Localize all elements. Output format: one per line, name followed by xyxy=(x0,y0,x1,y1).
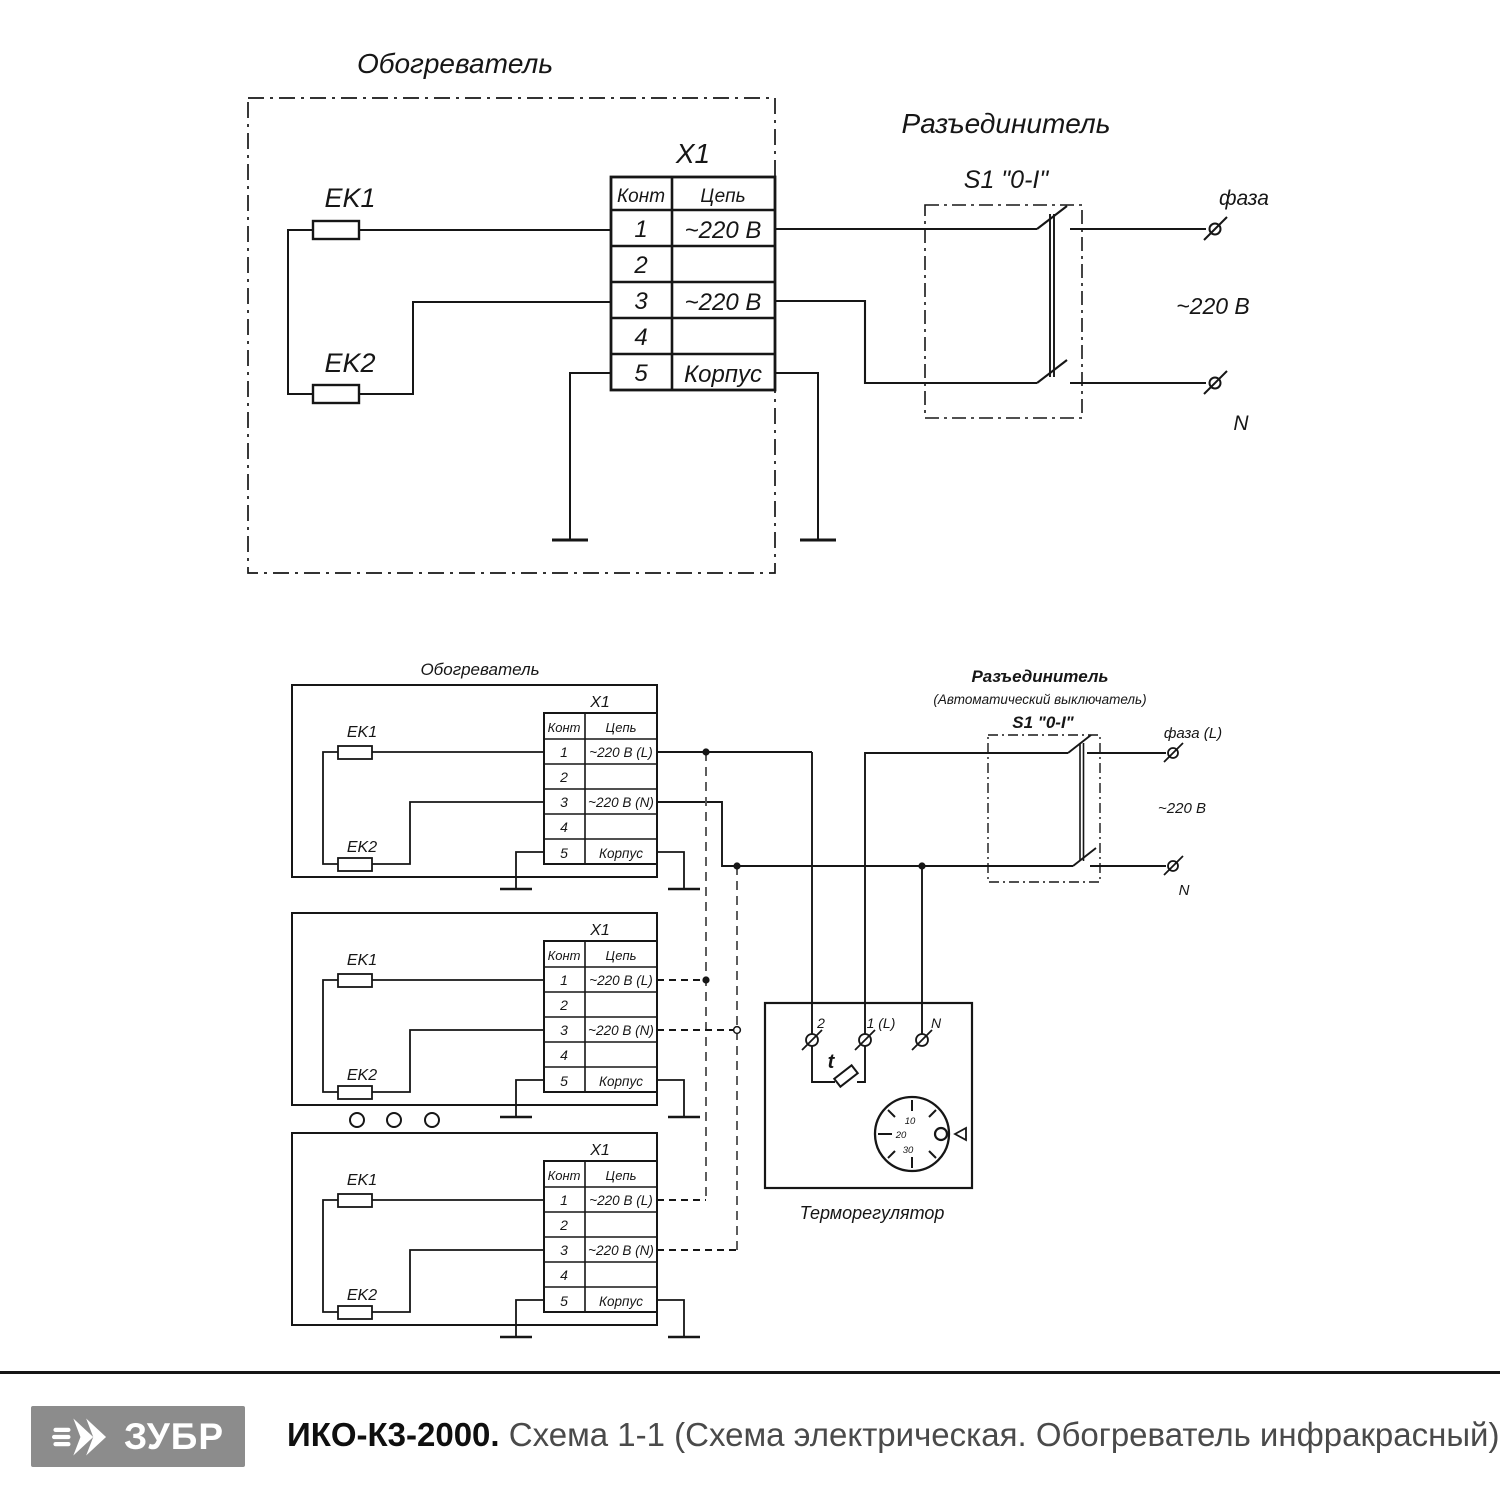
heating-element-2 xyxy=(338,858,372,871)
neutral-terminal xyxy=(1204,371,1227,394)
diagram-single-heater xyxy=(248,48,1269,573)
brand-name: ЗУБР xyxy=(123,1415,225,1457)
svg-text:Цепь: Цепь xyxy=(605,720,637,735)
thermal-contact-label: t xyxy=(827,1051,835,1073)
svg-text:3: 3 xyxy=(560,794,568,810)
heater-title: Обогреватель xyxy=(356,48,554,79)
svg-text:4: 4 xyxy=(560,819,568,835)
pin-4: 4 xyxy=(634,324,648,351)
dial-mark-20: 20 xyxy=(895,1130,907,1141)
phase-terminal xyxy=(1204,217,1227,240)
heating-element-2-label: EK2 xyxy=(346,839,378,856)
disconnector xyxy=(775,108,1269,435)
col-header-circuit: Цепь xyxy=(700,186,746,207)
heater-title-small: Обогреватель xyxy=(420,660,540,679)
thermostat-label: Терморегулятор xyxy=(799,1203,945,1223)
zubr-logo xyxy=(31,1406,245,1467)
disconnector-title: Разъединитель xyxy=(901,108,1111,139)
scheme-description: Схема 1-1 (Схема электрическая. Обогреватель инфракрасный) xyxy=(508,1416,1500,1453)
pin-3: 3 xyxy=(634,288,648,315)
terminal-n-label: N xyxy=(930,1015,942,1031)
neutral-terminal xyxy=(1164,856,1183,875)
pin-5: 5 xyxy=(634,360,648,387)
svg-text:Корпус: Корпус xyxy=(599,846,643,861)
pin-1: 1 xyxy=(634,216,648,243)
terminal-block-x1 xyxy=(544,694,657,864)
terminal-1-label: 1 (L) xyxy=(866,1015,896,1031)
voltage-label: ~220 В xyxy=(1158,800,1206,817)
heater-block-3 xyxy=(292,1133,700,1337)
heating-element-2 xyxy=(313,385,359,403)
junction-open-dot xyxy=(734,1027,741,1034)
switch-symbol xyxy=(1068,735,1166,866)
thermostat xyxy=(765,1003,972,1223)
svg-text:Конт: Конт xyxy=(547,720,581,735)
terminal-block-x1 xyxy=(611,138,775,390)
zubr-logo-icon xyxy=(52,1415,116,1459)
phase-terminal xyxy=(1164,743,1183,762)
circuit-1: ~220 В xyxy=(684,217,762,244)
disconnector-title: Разъединитель xyxy=(971,667,1109,686)
heating-element-2-label: EK2 xyxy=(324,348,376,378)
svg-text:1: 1 xyxy=(560,744,568,760)
disconnector-small xyxy=(933,667,1222,899)
svg-text:5: 5 xyxy=(560,845,568,861)
continuation-dots xyxy=(350,1113,439,1127)
disconnector-border xyxy=(925,205,1082,418)
circuit-3: ~220 В xyxy=(684,289,762,316)
col-header-pin: Конт xyxy=(616,186,666,207)
terminal-2-label: 2 xyxy=(817,1015,825,1031)
terminal-block-title: X1 xyxy=(675,138,711,169)
switch-label: S1 "0-I" xyxy=(1012,713,1074,732)
heater-block xyxy=(292,685,700,889)
dial-mark-30: 30 xyxy=(902,1145,914,1156)
heating-element-1 xyxy=(313,221,359,239)
phase-label: фаза xyxy=(1219,187,1269,210)
voltage-label: ~220 В xyxy=(1176,293,1250,319)
pin-2: 2 xyxy=(634,252,648,279)
dial-knob xyxy=(935,1128,947,1140)
circuit-5: Корпус xyxy=(683,361,763,388)
heating-element-1-label: EK1 xyxy=(346,724,378,741)
svg-text:~220 В (L): ~220 В (L) xyxy=(589,745,653,760)
neutral-label: N xyxy=(1178,882,1190,899)
svg-text:~220 В (N): ~220 В (N) xyxy=(588,795,654,810)
svg-text:2: 2 xyxy=(560,769,568,785)
heater-block-2 xyxy=(292,913,700,1117)
switch-label: S1 "0-I" xyxy=(963,166,1049,194)
diagram-multi-heater xyxy=(292,660,1222,1337)
dial-mark-10: 10 xyxy=(904,1116,916,1127)
heating-element-1-label: EK1 xyxy=(324,183,376,213)
disconnector-subtitle: (Автоматический выключатель) xyxy=(933,692,1147,707)
model-number: ИКО-К3-2000. xyxy=(287,1416,500,1453)
phase-label: фаза (L) xyxy=(1163,725,1223,742)
heating-element-1 xyxy=(338,746,372,759)
switch-symbol xyxy=(775,206,1206,383)
neutral-label: N xyxy=(1233,412,1249,435)
footer-divider xyxy=(0,1371,1500,1374)
svg-text:X1: X1 xyxy=(590,694,610,711)
thermostat-out-rise xyxy=(865,753,1068,1034)
document-title xyxy=(287,1416,1500,1454)
